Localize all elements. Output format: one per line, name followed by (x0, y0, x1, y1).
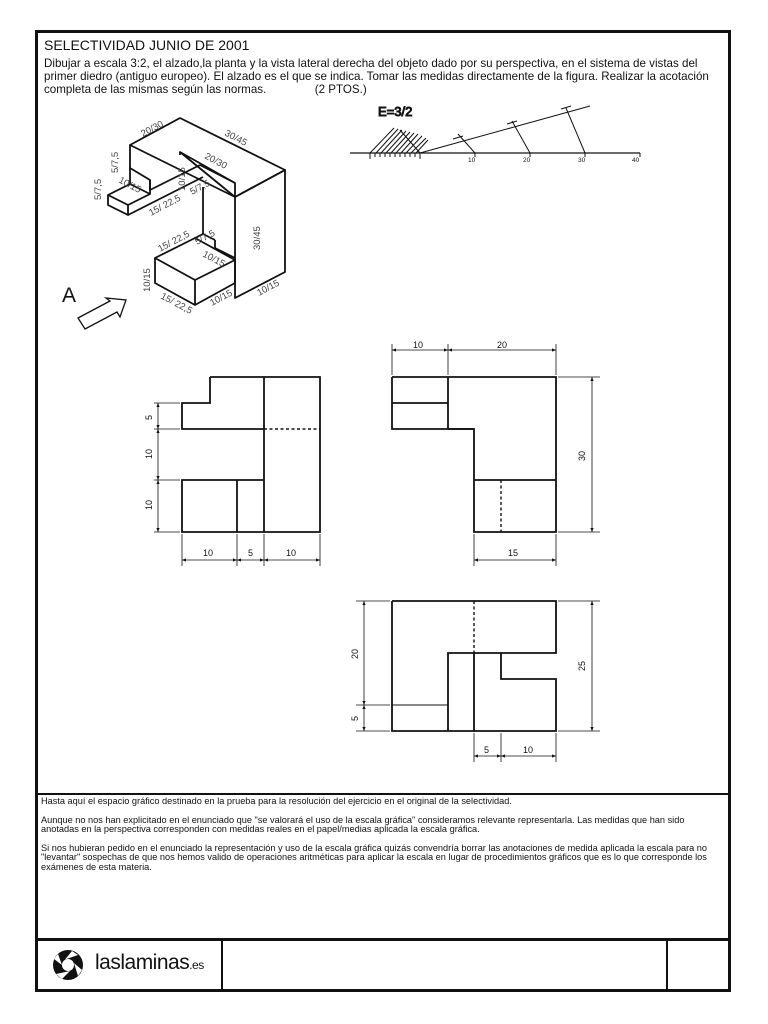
plan-dim-left: 5 (350, 715, 360, 721)
side-dim-bottom: 15 (508, 548, 519, 558)
exam-title: SELECTIVIDAD JUNIO DE 2001 (44, 37, 250, 53)
plan-dim-right: 25 (577, 660, 587, 671)
persp-dim: 5/7,5 (110, 151, 121, 173)
logo-main-text: laslaminas (95, 951, 190, 974)
persp-dim: 30/45 (222, 127, 249, 149)
persp-dim: 20/30 (202, 150, 229, 172)
scale-tick-10: 10 (468, 157, 476, 164)
isometric-perspective (108, 118, 285, 305)
brand-logo[interactable] (95, 951, 204, 975)
plan-dim-bottom: 5 (484, 745, 490, 755)
scale-label: E=3/2 (378, 104, 413, 119)
plan-dim-bottom: 10 (523, 745, 534, 755)
statement-points: (2 PTOS.) (314, 83, 367, 96)
footer-middle-cell (225, 941, 668, 989)
scale-tick-20: 20 (523, 157, 531, 164)
persp-dim: 10/15 (177, 167, 188, 191)
persp-dim: 5/7,5 (188, 178, 213, 198)
scale-tick-30: 30 (578, 157, 586, 164)
view-direction-arrow-icon (78, 298, 126, 329)
persp-dim: 30/45 (252, 226, 263, 250)
plan-view (392, 601, 556, 731)
graphic-scale (350, 104, 640, 164)
front-dim-v: 10 (144, 448, 154, 459)
persp-dim: 15/ 22,5 (156, 228, 192, 255)
persp-dim: 15/ 22,5 (147, 192, 183, 219)
front-view (182, 377, 320, 532)
front-dim-v: 5 (144, 414, 154, 420)
persp-dim: 20/30 (139, 118, 166, 140)
scale-tick-40: 40 (632, 157, 640, 164)
note-paragraph: Si nos hubieran pedido en el enunciado la representación y uso de la escala gráfica quizás convendría borrar las anotaciones de medida aplicada la escala para no "levantar" sospechas de que nos hemos valido de operaciones aritméticas para aplicar la escala en lugar de procedimientos gráficos que es lo que corresponde los exámenes de esta materia. (41, 842, 708, 872)
front-dim-h: 5 (248, 548, 254, 558)
notes-text (41, 797, 721, 882)
side-dim-top: 10 (413, 340, 424, 350)
note-paragraph: Aunque no nos han explicitado en el enunciado que "se valorará el uso de la escala gráfica" consideramos relevante representarla. Las medidas que han sido anotadas en la perspectiva corresponden con medidas reales en el papel/medias aplicada la escala gráfica. (41, 814, 685, 835)
side-dim-right: 30 (577, 450, 587, 461)
persp-dim: 5/7,5 (193, 228, 218, 248)
persp-dim: 15/ 22,5 (158, 290, 195, 317)
persp-dim: 5/7,5 (93, 178, 104, 200)
persp-dim: 10/15 (200, 248, 227, 270)
perspective-dimensions (93, 119, 281, 317)
front-dim-h: 10 (286, 548, 297, 558)
view-label-a: A (62, 284, 77, 307)
side-view (392, 377, 556, 532)
persp-dim: 10/15 (208, 287, 235, 309)
statement-text: Dibujar a escala 3:2, el alzado,la planta y la vista lateral derecha del objeto dado por su perspectiva, en el sistema de vistas del primer diedro (antiguo europeo). El alzado es el que se indica. Tomar las medidas directamente de la figura. Realizar la acotación completa de las mismas según las normas. (44, 57, 709, 96)
front-dim-h: 10 (203, 548, 214, 558)
front-dim-v: 10 (144, 499, 154, 510)
side-dim-top: 20 (497, 340, 508, 350)
note-paragraph: Hasta aquí el espacio gráfico destinado en la prueba para la resolución del ejercicio en el original de la selectividad. (41, 796, 512, 806)
persp-dim: 10/15 (255, 277, 282, 299)
plan-dim-left: 20 (350, 648, 360, 659)
logo-suffix-text: .es (189, 958, 204, 972)
persp-dim: 10/15 (142, 268, 153, 292)
persp-dim: 10/15 (116, 174, 143, 196)
